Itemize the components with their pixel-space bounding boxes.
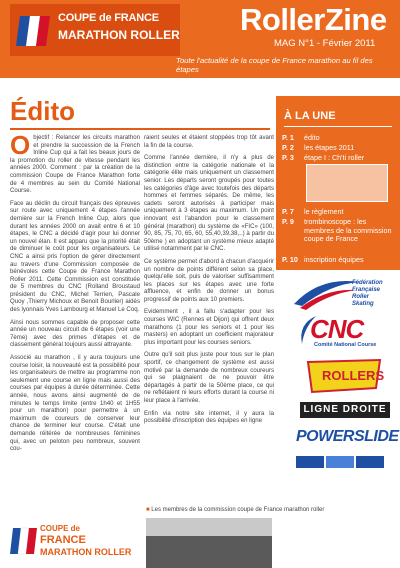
- magazine-tagline: Toute l'actualité de la coupe de France marathon au fil des étapes: [176, 56, 373, 74]
- france-roller-flag-icon: [16, 12, 54, 50]
- edito-column-1: [10, 134, 140, 532]
- toc-label: étape I : Ch'ti roller: [304, 153, 365, 162]
- toc-label: le règlement: [304, 207, 344, 216]
- edito-paragraph: Associé au marathon , il y aura toujours une course loisir, la nouveauté est la possibilité pour les organisateurs de mettre au programme non seulement une course en ligne mais aussi des courses par équipes à durée déterminée. Cette année, nous avons ainsi augmenté de de minutes le temps limite (entre 1h40 et 1H55 pour un marathon) pour permettre à un maximum de coureurs de conserver leur chance de terminer leur course. C'était une demande réitérée de nombreuses féminines qui, avec un peloton peu nombreux, souvent cou-: [10, 354, 140, 453]
- edito-paragraph: Ce système permet d'abord à chacun d'acquérir un nombre de points différent selon sa place, quelqu'elle soit, puis de valoriser suffisamment les places sur les étapes avec une forte affluence, et enfin de donner un bonus progressif de points aux 10 premiers.: [144, 257, 274, 303]
- etape-thumbnail: [306, 164, 388, 202]
- a-la-une-sidebar: [276, 96, 400, 270]
- ffrs-line: Roller: [352, 294, 370, 300]
- commission-group-photo: [146, 518, 272, 568]
- toc-label: inscription équipes: [304, 255, 364, 264]
- edito-paragraph: Comme l'année dernière, il n'y a plus de distinction entre la catégorie nationale et la catégorie élite mais uniquement un classement senior. Les départs seront groupés pour toutes les catégories d'âge avec toutefois des départs hommes et femmes séparés. De même, les cadets seront autorisés à participer mais uniquement à 3 étapes au maximum. Un point innovant est l'abandon pour le classement général (marathon) du système de «FIC» (100, 90, 85, 75, 70, 65, 60, 55,40,39,38,..) à partir du 50ème ) en adoptant un système mieux adapté utilisé notamment par le CNC.: [144, 154, 274, 253]
- bullet-icon: ■: [146, 507, 150, 513]
- edito-paragraph: Evidemment , il a fallu s'adapter pour les courses WIC (Rennes et Dijon) qui offrent deux marathons (1 pour les seniors et 1 pour les masters) en adoptant un coefficient majorateur plus important pour les courses seniors.: [144, 308, 274, 346]
- logo-line-1: COUPE de FRANCE: [58, 12, 159, 24]
- toc-page: P. 3: [282, 153, 294, 162]
- sponsor-color-blocks: [290, 452, 394, 472]
- edito-paragraph: Outre qu'il soit plus juste pour tous sur le plan sportif, ce changement de système est aussi motivé par la demande de nombreux coureurs qui se plaignaient de ne pouvoir être départagés à partir de la 50ème place, ce qui ne reflétaient ni leurs efforts durant la course ni leur place à l'arrivée.: [144, 351, 274, 404]
- ffrs-line: Fédération: [352, 280, 383, 286]
- france-roller-flag-icon: [10, 526, 40, 556]
- edito-paragraph: [10, 134, 140, 195]
- coupe-de-france-logo: [10, 4, 180, 56]
- edito-paragraph: Ainsi nous sommes capable de proposer cette année un nouveau circuit de 6 étapes (voir une 7ème) avec des primes d'étapes et de classement général toujours aussi attrayante.: [10, 318, 140, 349]
- footer-logo-line-1: COUPE de: [40, 524, 81, 533]
- powerslide-wordmark: POWERSLIDE: [296, 428, 399, 445]
- edito-paragraph: raient seules et étaient stoppées trop tôt avant la fin de la course.: [144, 134, 274, 149]
- ligne-droite-logo: [290, 400, 394, 420]
- rollers-wordmark: ROLLERS: [322, 368, 385, 383]
- footer-coupe-logo: [10, 520, 134, 564]
- toc-label: les étapes 2011: [304, 143, 355, 152]
- drop-cap: O: [10, 134, 31, 160]
- cnc-subtitle: Comité National Course: [314, 342, 377, 348]
- cnc-swoosh-icon: [296, 314, 318, 346]
- photo-crowd: [146, 536, 272, 568]
- edito-heading: Édito: [10, 96, 75, 126]
- footer-logo-line-2: FRANCE: [40, 534, 86, 546]
- issue-number: MAG N°1 - Février 2011: [274, 38, 376, 49]
- edito-divider: [10, 128, 270, 130]
- cnc-wordmark: CNC: [310, 314, 364, 344]
- sidebar-heading: À LA UNE: [284, 110, 336, 122]
- ligne-droite-wordmark: LIGNE DROITE: [300, 402, 390, 418]
- toc-page: P. 2: [282, 143, 294, 152]
- edito-paragraph: Enfin via notre site internet, il y aura la possibilité d'inscription des équipes en ligne: [144, 409, 274, 425]
- ffrs-text: [352, 280, 383, 308]
- powerslide-logo: [290, 424, 399, 452]
- toc-label: trombinoscope : les membres de la commission coupe de France: [304, 217, 392, 244]
- photo-sky: [146, 518, 272, 536]
- toc-label: édito: [304, 133, 320, 142]
- photo-caption: [146, 507, 324, 513]
- color-blocks-icon: [290, 452, 394, 472]
- logo-line-2: MARATHON ROLLER: [58, 28, 180, 42]
- photo-caption-text: Les membres de la commission coupe de France marathon roller: [151, 507, 325, 513]
- toc-page: P. 9: [282, 217, 294, 226]
- ffrs-line: Française: [352, 287, 381, 293]
- footer-logo-line-3: MARATHON ROLLER: [40, 547, 132, 557]
- edito-paragraph-text: bjectif : Relancer les circuits marathon et prendre la succession de la French Inline Cup qui a fait les beaux jours de la promotion du roller de vitesse pendant les années 2000. Comment : par la création de la commission Coupe de France Marathon forte de 4 membres au sein du Comité National Course.: [10, 134, 140, 195]
- edito-paragraph: Face au déclin du circuit français des épreuves sur route avec uniquement 4 étapes l'année dernière sur la French Inline Cup, alors que durant les années 2000 on avait entre 6 et 10 étapes, le CNC a décidé d'agir pour lui donner un nouvel élan. Il est apparu que la priorité était de diminuer le coût pour les organisateurs. Le CNC a ainsi pris l'option de gérer directement au travers d'une Commission composée de bénévoles cette Coupe de France Marathon Roller 2011. Cette Commission est constituée de 5 membres du CNC (Rolland Broustaud président du CNC, Michel Terrien, Pascale Quoy ,Thierry Michoux et Benoit Bourlier) aidés des lyonnais Yves Lambourg et Manuel Le Coq.: [10, 199, 140, 314]
- sidebar-divider: [284, 126, 392, 127]
- toc-page: P. 1: [282, 133, 294, 142]
- rollers-logo: [290, 358, 394, 396]
- cnc-logo: [290, 312, 394, 350]
- ffrs-logo: [290, 274, 394, 312]
- edito-column-2: [144, 134, 274, 554]
- toc-page: P. 10: [282, 255, 298, 264]
- ffrs-line: Skating: [352, 301, 374, 307]
- toc-page: P. 7: [282, 207, 294, 216]
- magazine-title: RollerZine: [240, 2, 387, 37]
